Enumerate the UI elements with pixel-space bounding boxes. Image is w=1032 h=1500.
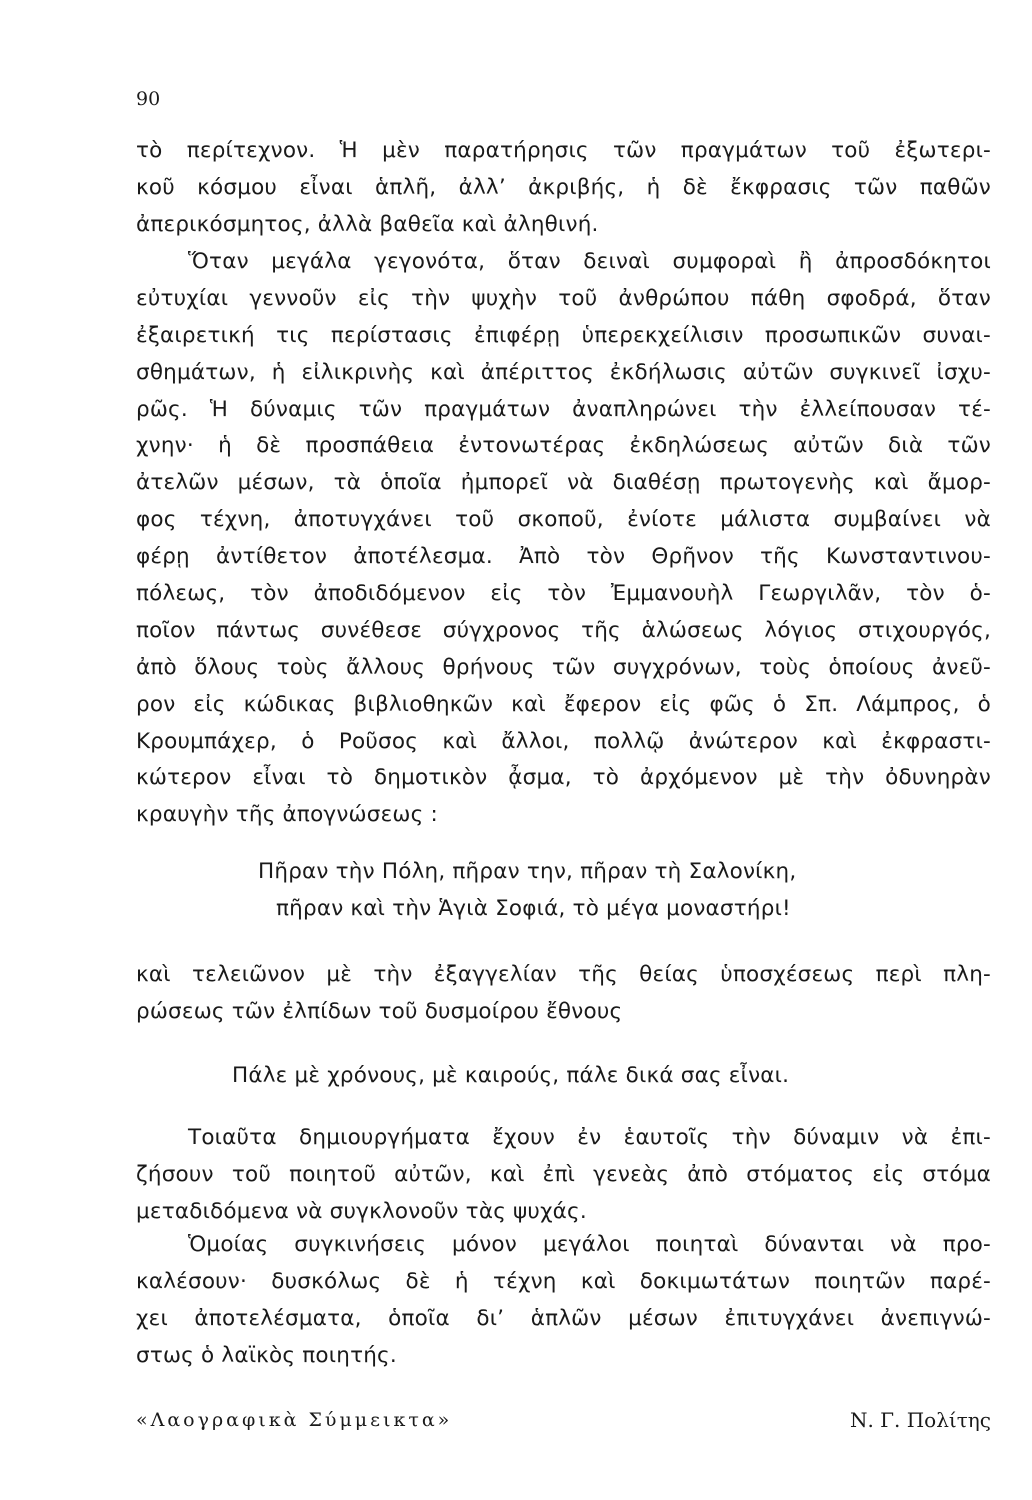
text-line: ρώσεως τῶν ἐλπίδων τοῦ δυσμοίρου ἔθνους (136, 998, 623, 1024)
text-line: Κρουμπάχερ, ὁ Ροῦσος καὶ ἄλλοι, πολλῷ ἀνώτερον καὶ ἐκφραστι- (136, 728, 991, 754)
verse-quote-1 (136, 854, 991, 928)
text-line: ρῶς. Ἡ δύναμις τῶν πραγμάτων ἀναπληρώνει τὴν ἐλλείπουσαν τέ- (136, 396, 991, 422)
paragraph-1 (136, 133, 991, 244)
paragraph-4 (136, 1120, 991, 1231)
text-line: κραυγὴν τῆς ἀπογνώσεως : (136, 802, 438, 828)
text-line: καλέσουν· δυσκόλως δὲ ἡ τέχνη καὶ δοκιμωτάτων ποιητῶν παρέ- (136, 1268, 991, 1294)
text-line: καὶ τελειῶνον μὲ τὴν ἐξαγγελίαν τῆς θείας ὑποσχέσεως περὶ πλη- (136, 962, 991, 987)
attribution-footer (136, 1402, 991, 1438)
text-line: ἀτελῶν μέσων, τὰ ὁποῖα ἠμπορεῖ νὰ διαθέσῃ πρωτογενὴς καὶ ἄμορ- (136, 470, 991, 496)
text-line: τὸ περίτεχνον. Ἡ μὲν παρατήρησις τῶν πραγμάτων τοῦ ἐξωτερι- (136, 138, 991, 163)
author-signature: Ν. Γ. Πολίτης (849, 1408, 991, 1432)
text-line: ἀπερικόσμητος, ἀλλὰ βαθεῖα καὶ ἀληθινή. (136, 211, 599, 237)
text-line: εὐτυχίαι γεννοῦν εἰς τὴν ψυχὴν τοῦ ἀνθρώπου πάθη σφοδρά, ὅταν (136, 285, 991, 311)
paragraph-5 (136, 1227, 991, 1375)
text-line: στως ὁ λαϊκὸς ποιητής. (136, 1342, 397, 1368)
text-line: φος τέχνη, ἀποτυγχάνει τοῦ σκοποῦ, ἐνίοτε μάλιστα συμβαίνει νὰ (136, 507, 991, 533)
text-line: ἀπὸ ὅλους τοὺς ἄλλους θρήνους τῶν συγχρόνων, τοὺς ὁποίους ἀνεῦ- (136, 654, 991, 680)
paragraph-2 (136, 244, 991, 834)
verse-line: Πάλε μὲ χρόνους, μὲ καιρούς, πάλε δικά σας εἶναι. (232, 1063, 790, 1088)
text-line: χει ἀποτελέσματα, ὁποῖα δι’ ἁπλῶν μέσων ἐπιτυγχάνει ἀνεπιγνώ- (136, 1305, 991, 1331)
text-line: ρον εἰς κώδικας βιβλιοθηκῶν καὶ ἔφερον εἰς φῶς ὁ Σπ. Λάμπρος, ὁ (136, 691, 991, 717)
text-line: Ὁμοίας συγκινήσεις μόνον μεγάλοι ποιηταὶ δύνανται νὰ προ- (188, 1232, 991, 1257)
source-citation: «Λαογραφικὰ Σύμμεικτα» (136, 1409, 453, 1431)
verse-line: Πῆραν τὴν Πόλη, πῆραν την, πῆραν τὴ Σαλονίκη, (258, 859, 797, 884)
verse-line: πῆραν καὶ τὴν Ἁγιὰ Σοφιά, τὸ μέγα μοναστήρι! (276, 895, 791, 921)
text-line: κοῦ κόσμου εἶναι ἁπλῆ, ἀλλ’ ἀκριβής, ἡ δὲ ἔκφρασις τῶν παθῶν (136, 174, 991, 200)
page-number: 90 (136, 88, 161, 110)
text-line: κώτερον εἶναι τὸ δημοτικὸν ᾆσμα, τὸ ἀρχόμενον μὲ τὴν ὀδυνηρὰν (136, 765, 991, 791)
text-line: σθημάτων, ἡ εἰλικρινὴς καὶ ἀπέριττος ἐκδήλωσις αὐτῶν συγκινεῖ ἰσχυ- (136, 359, 991, 385)
text-line: ἐξαιρετική τις περίστασις ἐπιφέρῃ ὑπερεκχείλισιν προσωπικῶν συναι- (136, 322, 991, 348)
text-line: ποῖον πάντως συνέθεσε σύγχρονος τῆς ἁλώσεως λόγιος στιχουργός, (136, 617, 991, 643)
verse-quote-2 (136, 1058, 991, 1095)
text-line: πόλεως, τὸν ἀποδιδόμενον εἰς τὸν Ἐμμανουὴλ Γεωργιλᾶν, τὸν ὁ- (136, 581, 991, 607)
text-line: χνην· ἡ δὲ προσπάθεια ἐντονωτέρας ἐκδηλώσεως αὐτῶν διὰ τῶν (136, 433, 991, 459)
text-line: ζήσουν τοῦ ποιητοῦ αὐτῶν, καὶ ἐπὶ γενεὰς ἀπὸ στόματος εἰς στόμα (136, 1161, 991, 1187)
text-line: μεταδιδόμενα νὰ συγκλονοῦν τὰς ψυχάς. (136, 1198, 587, 1224)
text-line: Τοιαῦτα δημιουργήματα ἔχουν ἐν ἑαυτοῖς τὴν δύναμιν νὰ ἐπι- (188, 1125, 991, 1150)
text-line: Ὅταν μεγάλα γεγονότα, ὅταν δειναὶ συμφοραὶ ἢ ἀπροσδόκητοι (188, 249, 991, 274)
text-line: φέρῃ ἀντίθετον ἀποτέλεσμα. Ἀπὸ τὸν Θρῆνον τῆς Κωνσταντινου- (136, 544, 991, 570)
paragraph-3 (136, 957, 991, 1031)
